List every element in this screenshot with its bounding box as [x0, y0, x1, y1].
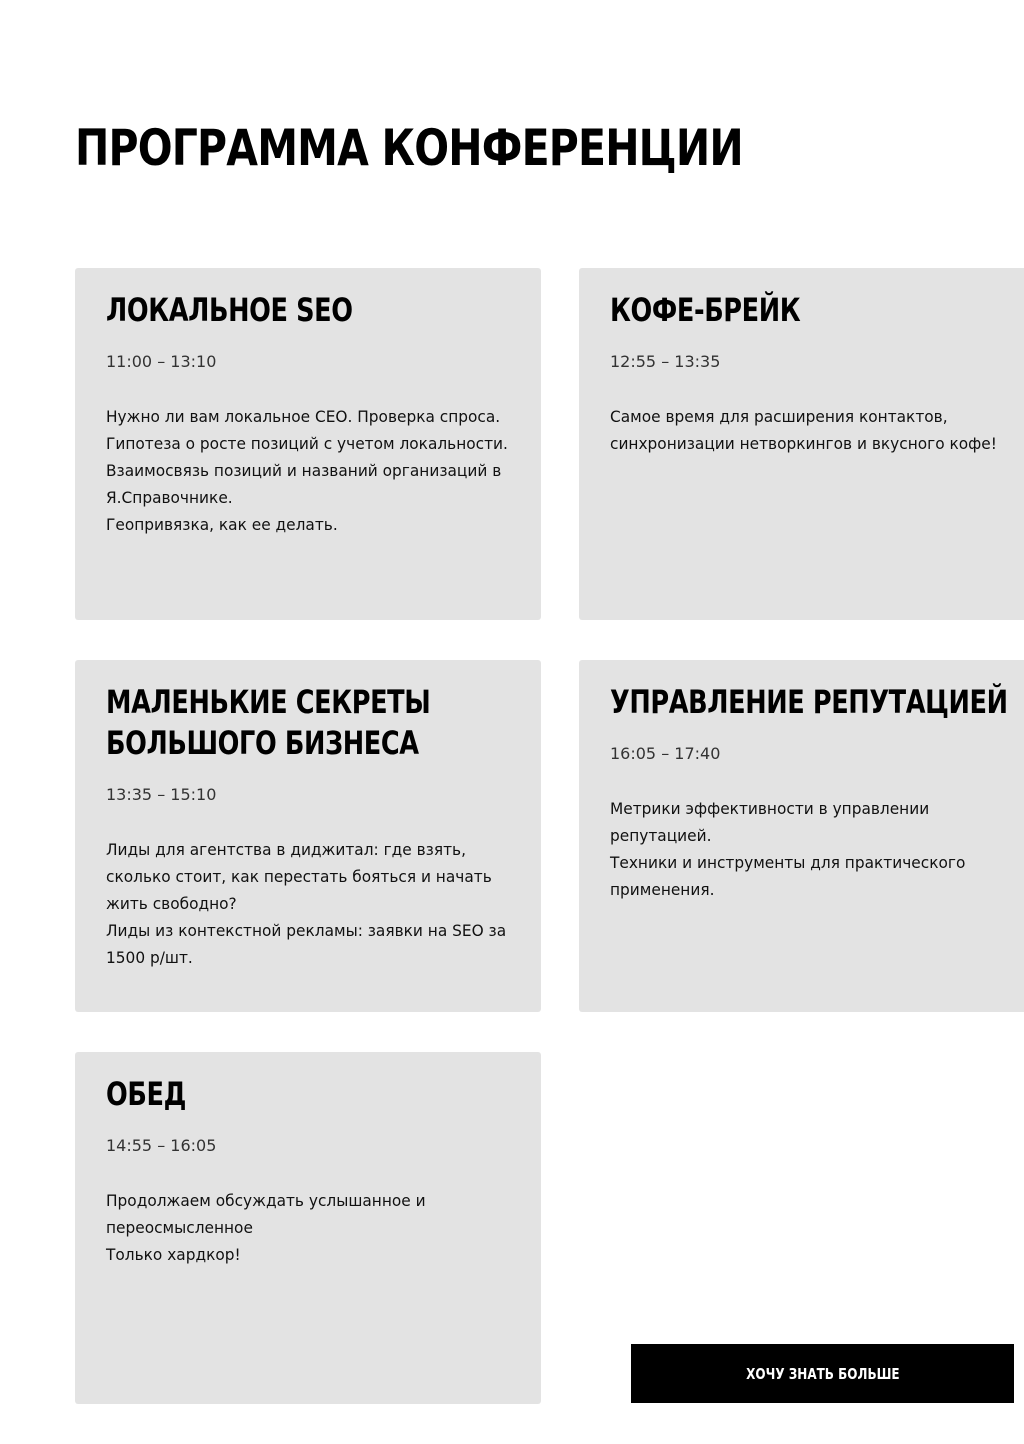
session-description [106, 1187, 509, 1268]
session-title: МАЛЕНЬКИЕ СЕКРЕТЫ БОЛЬШОГО БИЗНЕСА [106, 683, 431, 762]
session-card-lunch [75, 1052, 541, 1404]
session-card-small-secrets [75, 660, 541, 1012]
description-line: Геопривязка, как ее делать. [106, 515, 338, 534]
description-line: Продолжаем обсуждать услышанное и переосмысленное [106, 1191, 426, 1237]
session-card-coffee-break [579, 268, 1024, 620]
session-description [106, 403, 509, 538]
session-time: 12:55 – 13:35 [610, 352, 721, 371]
description-line: Лиды для агентства в диджитал: где взять, сколько стоит, как перестать бояться и начать жить свободно? [106, 840, 492, 913]
session-time: 14:55 – 16:05 [106, 1136, 217, 1155]
session-card-local-seo [75, 268, 541, 620]
session-time: 11:00 – 13:10 [106, 352, 217, 371]
page-title: ПРОГРАММА КОНФЕРЕНЦИИ [75, 119, 743, 177]
session-title: ЛОКАЛЬНОЕ SEO [106, 291, 353, 329]
description-line: Лиды из контекстной рекламы: заявки на SEO за 1500 р/шт. [106, 921, 507, 967]
learn-more-button-label: ХОЧУ ЗНАТЬ БОЛЬШЕ [745, 1364, 900, 1383]
session-title: ОБЕД [106, 1075, 186, 1113]
learn-more-button[interactable] [631, 1344, 1014, 1403]
session-title: УПРАВЛЕНИЕ РЕПУТАЦИЕЙ [610, 683, 1008, 721]
description-line: Самое время для расширения контактов, синхронизации нетворкингов и вкусного кофе! [610, 407, 997, 453]
session-description [106, 836, 509, 971]
session-title: КОФЕ-БРЕЙК [610, 291, 801, 329]
session-description [610, 795, 1007, 903]
session-time: 13:35 – 15:10 [106, 785, 217, 804]
description-line: Метрики эффективности в управлении репутацией. [610, 799, 930, 845]
description-line: Только хардкор! [106, 1245, 241, 1264]
description-line: Техники и инструменты для практического применения. [610, 853, 966, 899]
description-line: Гипотеза о росте позиций с учетом локальности. [106, 434, 508, 453]
description-line: Нужно ли вам локальное СЕО. Проверка спроса. [106, 407, 501, 426]
description-line: Взаимосвязь позиций и названий организаций в Я.Справочнике. [106, 461, 502, 507]
session-time: 16:05 – 17:40 [610, 744, 721, 763]
session-description [610, 403, 1007, 457]
session-card-reputation [579, 660, 1024, 1012]
